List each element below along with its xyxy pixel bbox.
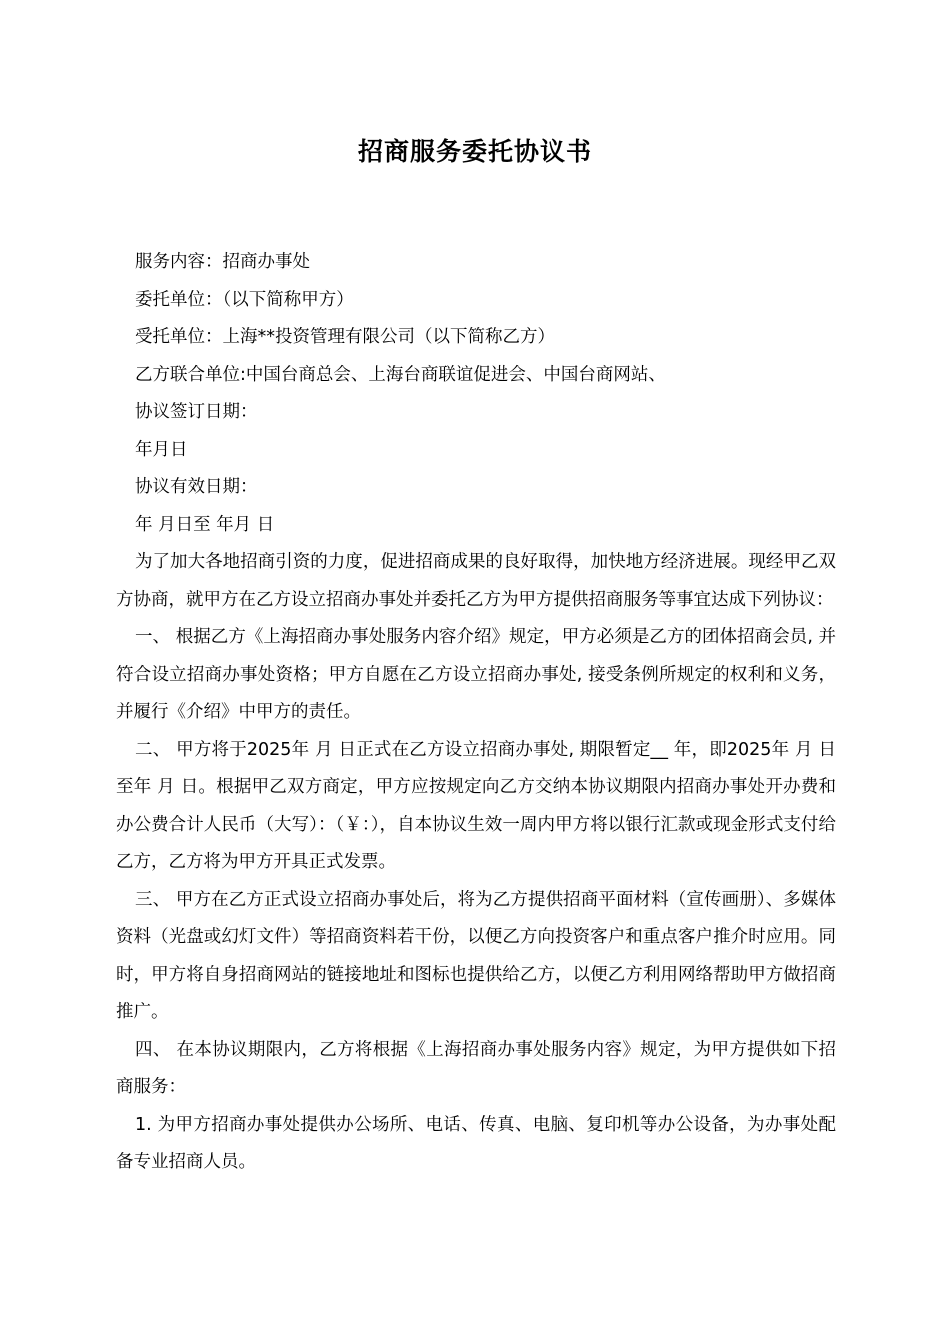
paragraph-clause-3: 三、 甲方在乙方正式设立招商办事处后，将为乙方提供招商平面材料（宣传画册）、多媒体资料（光盘或幻灯文件）等招商资料若干份，以便乙方向投资客户和重点客户推介时应用。同时，甲方将自身招商网站的链接地址和图标也提供给乙方，以便乙方利用网络帮助甲方做招商推广。 bbox=[116, 889, 836, 1022]
paragraph-service-content: 服务内容：招商办事处 bbox=[135, 252, 310, 272]
paragraph-trustee-unit: 受托单位：上海**投资管理有限公司（以下简称乙方） bbox=[135, 327, 555, 347]
paragraph-valid-date-label: 协议有效日期： bbox=[135, 477, 258, 497]
paragraph-sign-date-label: 协议签订日期： bbox=[135, 402, 258, 422]
paragraph-clause-1: 一、 根据乙方《上海招商办事处服务内容介绍》规定，甲方必须是乙方的团体招商会员, 并符合设立招商办事处资格；甲方自愿在乙方设立招商办事处, 接受条例所规定的权利和义务，并履行《介绍》中甲方的责任。 bbox=[116, 627, 836, 722]
paragraph-clause-4-item-1: 1. 为甲方招商办事处提供办公场所、电话、传真、电脑、复印机等办公设备，为办事处配备专业招商人员。 bbox=[116, 1114, 836, 1172]
paragraph-clause-4: 四、 在本协议期限内，乙方将根据《上海招商办事处服务内容》规定，为甲方提供如下招商服务： bbox=[116, 1039, 836, 1097]
paragraph-clause-2: 二、 甲方将于2025年 月 日正式在乙方设立招商办事处, 期限暂定__ 年，即2025年 月 日至年 月 日。根据甲乙双方商定，甲方应按规定向乙方交纳本协议期限内招商办事处开办费和办公费合计人民币（大写）：（￥：），自本协议生效一周内甲方将以银行汇款或现金形式支付给乙方，乙方将为甲方开具正式发票。 bbox=[116, 739, 836, 872]
paragraph-preamble: 为了加大各地招商引资的力度，促进招商成果的良好取得，加快地方经济进展。现经甲乙双方协商，就甲方在乙方设立招商办事处并委托乙方为甲方提供招商服务等事宜达成下列协议： bbox=[116, 552, 836, 610]
document-title: 招商服务委托协议书 bbox=[357, 137, 592, 166]
paragraph-sign-date-value: 年月日 bbox=[135, 439, 188, 460]
paragraph-valid-date-value: 年 月日至 年月 日 bbox=[135, 514, 275, 535]
paragraph-client-unit: 委托单位：（以下简称甲方） bbox=[135, 289, 354, 310]
paragraph-joint-units: 乙方联合单位:中国台商总会、上海台商联谊促进会、中国台商网站、 bbox=[135, 364, 666, 385]
document-body bbox=[116, 244, 836, 1182]
